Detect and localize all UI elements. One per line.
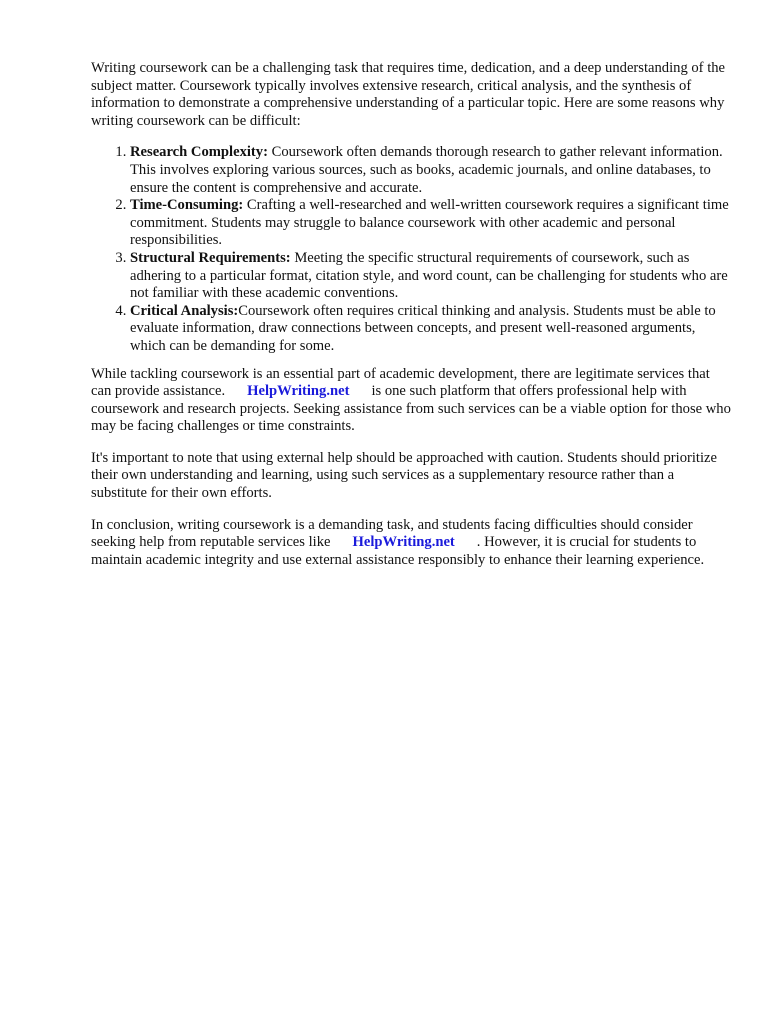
services-text-after: is one such platform that offers professional help with coursework and research projects. Seeking assistance from such services can be a viable option for those who may be facing challenges or time constraints. [91,383,731,435]
intro-paragraph: Writing coursework can be a challenging task that requires time, dedication, and a deep understanding of the subject matter. Coursework typically involves extensive research, critical analysis, and the synthesis of information to demonstrate a comprehensive understanding of a particular topic. Here are some reasons why writing coursework can be difficult: [91,60,726,129]
list-item [130,197,731,250]
document-page [91,60,731,583]
conclusion-paragraph [91,517,731,570]
caution-paragraph: It's important to note that using external help should be approached with caution. Students should prioritize their own understanding and learning, using such services as a supplementary resource rather than a substitute for their own efforts. [91,449,717,502]
reason-text: Crafting a well-researched and well-written coursework requires a significant time commitment. Students may struggle to balance coursework with other academic and personal responsibilities. [130,197,729,249]
helpwriting-link[interactable]: HelpWriting.net [247,383,350,400]
reason-term: Critical Analysis: [130,302,239,319]
reason-text: Coursework often requires critical thinking and analysis. Students must be able to evaluate information, draw connections between concepts, and present well-reasoned arguments, which can be demanding for some. [130,302,716,354]
reason-term: Time-Consuming: [130,197,244,214]
list-item [130,144,731,197]
list-item [130,250,731,303]
reason-text: Coursework often demands thorough research to gather relevant information. This involves exploring various sources, such as books, academic journals, and online databases, to ensure the content is comprehensive and accurate. [130,144,723,196]
reasons-list [91,144,731,355]
conclusion-text-before: In conclusion, writing coursework is a demanding task, and students facing difficulties should consider seeking help from reputable services like [91,516,693,551]
reason-term: Research Complexity: [130,144,268,161]
services-paragraph [91,366,731,436]
services-text-before: While tackling coursework is an essential part of academic development, there are legitimate services that can provide assistance. [91,365,710,400]
helpwriting-link-conclusion[interactable]: HelpWriting.net [352,534,455,551]
reason-term: Structural Requirements: [130,249,291,266]
list-item [130,303,731,356]
reason-text: Meeting the specific structural requirements of coursework, such as adhering to a particular format, citation style, and word count, can be challenging for students who are not familiar with these academic conventions. [130,249,728,302]
conclusion-text-after: . However, it is crucial for students to maintain academic integrity and use external assistance responsibly to enhance their learning experience. [91,534,705,568]
